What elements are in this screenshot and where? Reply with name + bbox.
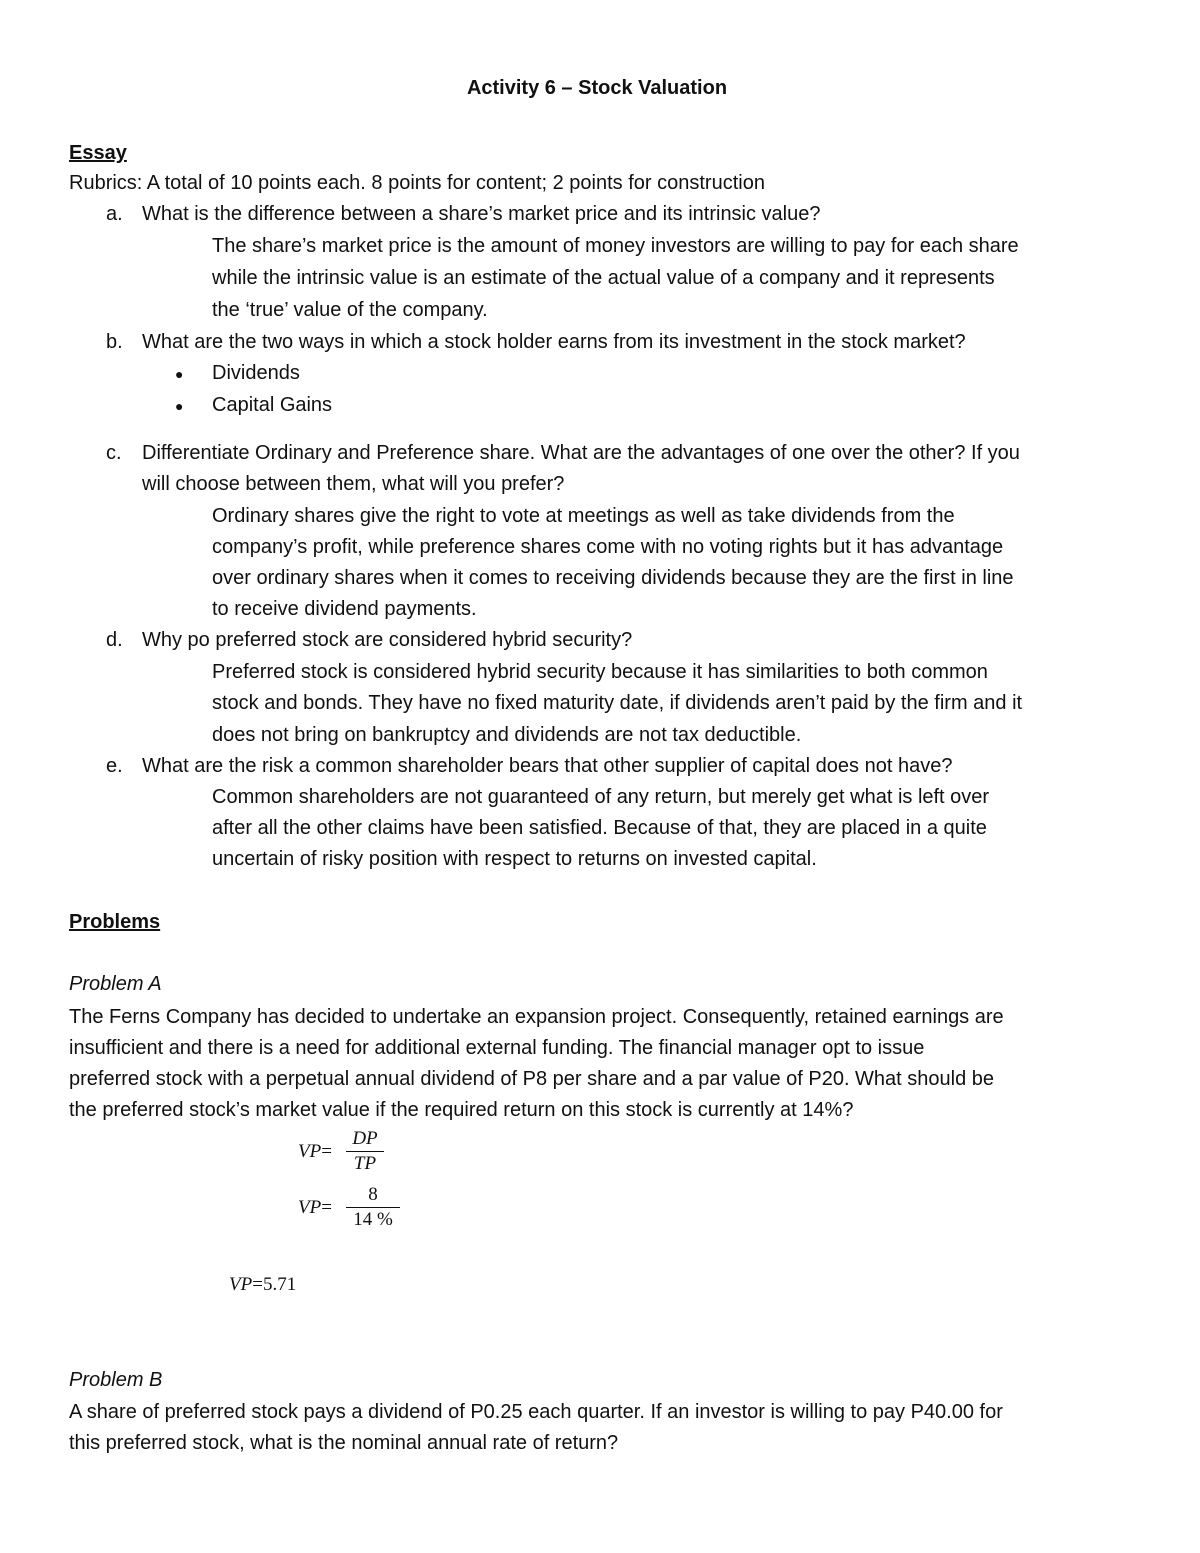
rubrics-text: Rubrics: A total of 10 points each. 8 points for content; 2 points for construction bbox=[69, 172, 765, 194]
question-a-text: What is the difference between a share’s market price and its intrinsic value? bbox=[142, 203, 821, 225]
page-title: Activity 6 – Stock Valuation bbox=[466, 77, 728, 99]
question-b-label: b. bbox=[106, 331, 123, 353]
formula-2-denominator: 14 % bbox=[353, 1209, 393, 1230]
formula-result: VP=5.71 bbox=[229, 1274, 297, 1295]
question-a-label: a. bbox=[106, 203, 123, 225]
problem-b-line: A share of preferred stock pays a dividend of P0.25 each quarter. If an investor is willing to pay P40.00 for bbox=[69, 1401, 1003, 1423]
answer-a-line: The share’s market price is the amount of money investors are willing to pay for each share bbox=[212, 235, 1019, 257]
answer-e-line: after all the other claims have been satisfied. Because of that, they are placed in a quite bbox=[212, 817, 987, 839]
fraction-bar bbox=[346, 1151, 384, 1152]
formula-2-fraction bbox=[346, 1184, 400, 1231]
formula-1-numerator: DP bbox=[352, 1128, 378, 1149]
formula-2-lhs: VP= bbox=[298, 1197, 332, 1218]
fraction-bar bbox=[346, 1207, 400, 1208]
question-d-label: d. bbox=[106, 629, 123, 651]
answer-c-line: over ordinary shares when it comes to receiving dividends because they are the first in line bbox=[212, 567, 1014, 589]
formula-1-denominator: TP bbox=[353, 1153, 377, 1174]
answer-d-line: Preferred stock is considered hybrid security because it has similarities to both common bbox=[212, 661, 988, 683]
bullet-icon: ● bbox=[175, 398, 184, 414]
formula-1-lhs: VP= bbox=[298, 1141, 332, 1162]
formula-2-numerator: 8 bbox=[368, 1184, 378, 1205]
bullet-item: Capital Gains bbox=[212, 394, 333, 416]
question-d-text: Why po preferred stock are considered hybrid security? bbox=[142, 629, 633, 651]
question-e-text: What are the risk a common shareholder bears that other supplier of capital does not have? bbox=[142, 755, 953, 777]
answer-d-line: does not bring on bankruptcy and dividends are not tax deductible. bbox=[212, 724, 802, 746]
problem-a-line: insufficient and there is a need for additional external funding. The financial manager opt to issue bbox=[69, 1037, 925, 1059]
answer-e-line: uncertain of risky position with respect to returns on invested capital. bbox=[212, 848, 817, 870]
answer-c-line: to receive dividend payments. bbox=[212, 598, 477, 620]
question-c-label: c. bbox=[106, 442, 122, 464]
problem-b-line: this preferred stock, what is the nominal annual rate of return? bbox=[69, 1432, 619, 1454]
answer-a-line: while the intrinsic value is an estimate of the actual value of a company and it represents bbox=[212, 267, 995, 289]
question-c-text: Differentiate Ordinary and Preference share. What are the advantages of one over the other? If you bbox=[142, 442, 1020, 464]
problem-a-line: the preferred stock’s market value if the required return on this stock is currently at 14%? bbox=[69, 1099, 854, 1121]
question-c-text: will choose between them, what will you prefer? bbox=[142, 473, 565, 495]
question-e-label: e. bbox=[106, 755, 123, 777]
question-b-text: What are the two ways in which a stock holder earns from its investment in the stock market? bbox=[142, 331, 966, 353]
problem-a-line: preferred stock with a perpetual annual dividend of P8 per share and a par value of P20. What should be bbox=[69, 1068, 995, 1090]
answer-c-line: Ordinary shares give the right to vote at meetings as well as take dividends from the bbox=[212, 505, 955, 527]
problem-b-title: Problem B bbox=[69, 1369, 163, 1391]
bullet-item: Dividends bbox=[212, 362, 300, 384]
answer-c-line: company’s profit, while preference shares come with no voting rights but it has advantage bbox=[212, 536, 1004, 558]
problem-a-title: Problem A bbox=[69, 973, 162, 995]
essay-heading: Essay bbox=[69, 142, 127, 164]
answer-a-line: the ‘true’ value of the company. bbox=[212, 299, 488, 321]
problem-a-line: The Ferns Company has decided to undertake an expansion project. Consequently, retained earnings are bbox=[69, 1006, 1004, 1028]
answer-e-line: Common shareholders are not guaranteed of any return, but merely get what is left over bbox=[212, 786, 990, 808]
formula-1-fraction bbox=[346, 1128, 384, 1175]
problems-heading: Problems bbox=[69, 911, 161, 933]
answer-d-line: stock and bonds. They have no fixed maturity date, if dividends aren’t paid by the firm and it bbox=[212, 692, 1023, 714]
bullet-icon: ● bbox=[175, 366, 184, 382]
